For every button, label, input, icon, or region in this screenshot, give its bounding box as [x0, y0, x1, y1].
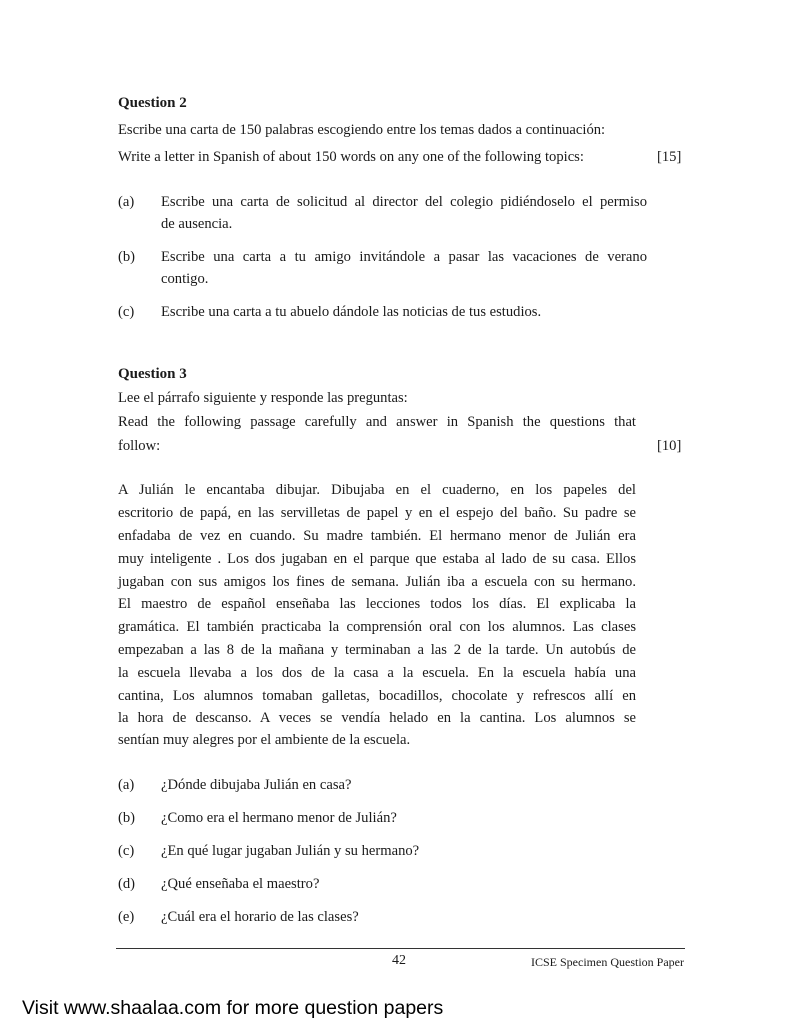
question-label: (d)	[118, 876, 136, 892]
page-number: 42	[392, 953, 406, 968]
passage-line: A Julián le encantaba dibujar. Dibujaba en el cuaderno, en los papeles del	[118, 482, 636, 498]
question-text: ¿Como era el hermano menor de Julián?	[161, 810, 397, 826]
passage-line: jugaban con sus amigos los fines de semana. Julián iba a escuela con su hermano.	[118, 574, 636, 590]
question-label: (b)	[118, 810, 136, 826]
q3-instruction-en-cont: follow:	[118, 438, 161, 454]
visit-link[interactable]: Visit www.shaalaa.com for more question papers	[22, 997, 444, 1019]
option-text: Escribe una carta a tu amigo invitándole a pasar las vacaciones de verano	[161, 249, 647, 265]
passage-line: El maestro de español enseñaba las lecciones todos los días. El explicaba la	[118, 596, 636, 612]
q2-heading: Question 2	[118, 95, 187, 111]
q3-instruction-es: Lee el párrafo siguiente y responde las preguntas:	[118, 390, 408, 406]
option-text: Escribe una carta de solicitud al director del colegio pidiéndoselo el permiso	[161, 194, 647, 210]
question-label: (c)	[118, 843, 135, 859]
passage-line: muy inteligente . Los dos jugaban en el parque que estaba al lado de su casa. Ellos	[118, 551, 636, 567]
option-text: contigo.	[161, 271, 209, 287]
option-label: (c)	[118, 304, 135, 320]
passage-line: cantina, Los alumnos tomaban galletas, bocadillos, chocolate y refrescos allí en	[118, 688, 636, 704]
option-label: (a)	[118, 194, 135, 210]
q2-instruction-es: Escribe una carta de 150 palabras escogiendo entre los temas dados a continuación:	[118, 122, 606, 138]
passage-line: gramática. El también practicaba la comprensión oral con los alumnos. Las clases	[118, 619, 636, 635]
question-text: ¿Dónde dibujaba Julián en casa?	[161, 777, 352, 793]
paper-title: ICSE Specimen Question Paper	[531, 955, 684, 969]
option-text: Escribe una carta a tu abuelo dándole las noticias de tus estudios.	[161, 304, 542, 320]
passage-line: escritorio de papá, en las servilletas de papel y en el espejo del baño. Su padre se	[118, 505, 636, 521]
passage-line: empezaban a las 8 de la mañana y terminaban a las 2 de la tarde. Un autobús de	[118, 642, 636, 658]
option-text: de ausencia.	[161, 216, 233, 232]
question-text: ¿En qué lugar jugaban Julián y su hermano?	[161, 843, 420, 859]
question-text: ¿Qué enseñaba el maestro?	[161, 876, 320, 892]
q2-instruction-en: Write a letter in Spanish of about 150 words on any one of the following topics:	[118, 149, 584, 165]
q3-marks: [10]	[657, 438, 682, 454]
passage-line: sentían muy alegres por el ambiente de la escuela.	[118, 732, 411, 748]
footer-rule	[116, 948, 685, 949]
option-label: (b)	[118, 249, 136, 265]
passage-line: la escuela llevaba a los dos de la casa a la escuela. En la escuela había una	[118, 665, 636, 681]
question-label: (e)	[118, 909, 135, 925]
passage-line: la hora de descanso. A veces se vendía helado en la cantina. Los alumnos se	[118, 710, 636, 726]
passage-line: enfadaba de vez en cuando. Su madre también. El hermano menor de Julián era	[118, 528, 636, 544]
q3-heading: Question 3	[118, 366, 187, 382]
q2-marks: [15]	[657, 149, 682, 165]
q3-instruction-en: Read the following passage carefully and answer in Spanish the questions that	[118, 414, 636, 430]
question-text: ¿Cuál era el horario de las clases?	[161, 909, 359, 925]
question-label: (a)	[118, 777, 135, 793]
